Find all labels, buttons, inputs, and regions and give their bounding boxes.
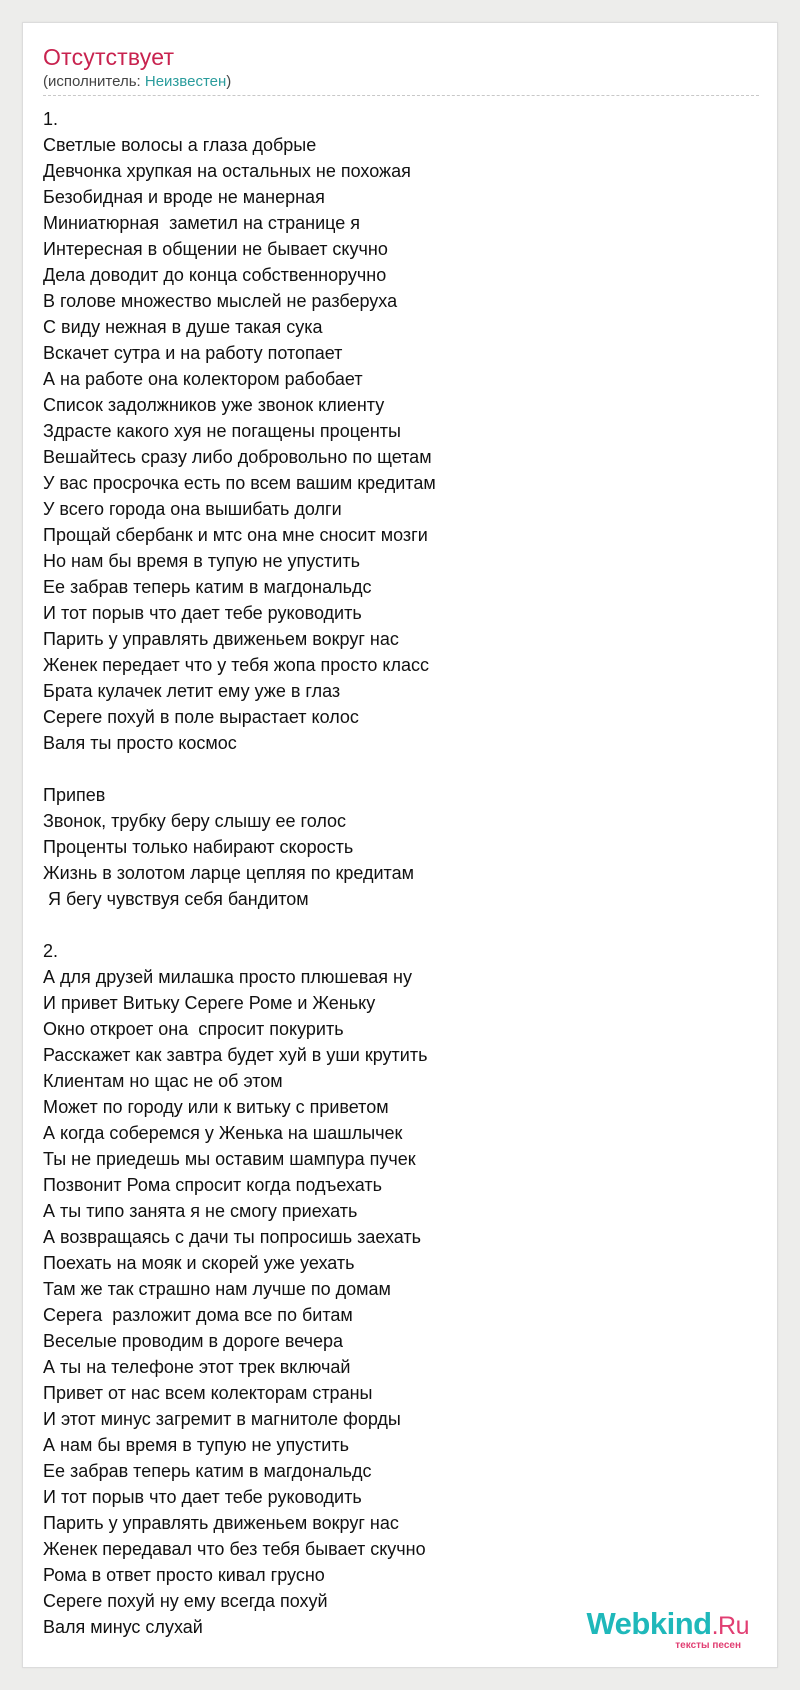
lyric-line: Жизнь в золотом ларце цепляя по кредитам: [43, 863, 414, 883]
lyric-line: Вешайтесь сразу либо добровольно по щетам: [43, 447, 432, 467]
lyric-line: Сереге похуй ну ему всегда похуй: [43, 1591, 328, 1611]
lyric-line: Ее забрав теперь катим в магдональдс: [43, 1461, 372, 1481]
lyric-line: А ты на телефоне этот трек включай: [43, 1357, 351, 1377]
lyric-line: Сереге похуй в поле вырастает колос: [43, 707, 359, 727]
lyric-line: Девчонка хрупкая на остальных не похожая: [43, 161, 411, 181]
lyric-line: Ее забрав теперь катим в магдональдс: [43, 577, 372, 597]
lyric-line: И тот порыв что дает тебе руководить: [43, 603, 362, 623]
artist-link[interactable]: Неизвестен: [144, 73, 227, 90]
artist-suffix: ): [226, 73, 232, 90]
artist-prefix: (исполнитель:: [43, 73, 145, 90]
lyric-line: Парить у управлять движеньем вокруг нас: [43, 1513, 399, 1533]
lyric-line: Вскачет сутра и на работу потопает: [43, 343, 343, 363]
logo-main-text: Webkind: [586, 1606, 712, 1641]
lyrics-body: [43, 106, 743, 1640]
lyric-line: Позвонит Рома спросит когда подъехать: [43, 1175, 383, 1195]
logo-tagline: тексты песен: [675, 1640, 741, 1651]
lyric-line: Дела доводит до конца собственноручно: [43, 265, 387, 285]
lyric-line: Валя ты просто космос: [43, 733, 237, 753]
lyric-line: А нам бы время в тупую не упустить: [43, 1435, 349, 1455]
lyric-line: Светлые волосы а глаза добрые: [43, 135, 317, 155]
lyric-line: Брата кулачек летит ему уже в глаз: [43, 681, 341, 701]
lyric-line: И тот порыв что дает тебе руководить: [43, 1487, 362, 1507]
lyric-line: Рома в ответ просто кивал грусно: [43, 1565, 325, 1585]
lyric-line: Я бегу чувствуя себя бандитом: [43, 889, 309, 909]
lyric-line: Поехать на мояк и скорей уже уехать: [43, 1253, 355, 1273]
lyric-line: Ты не приедешь мы оставим шампура пучек: [43, 1149, 416, 1169]
lyric-line: Там же так страшно нам лучше по домам: [43, 1279, 391, 1299]
lyric-line: [43, 912, 743, 938]
header-divider: [43, 95, 759, 96]
lyric-line: Веселые проводим в дороге вечера: [43, 1331, 344, 1351]
song-title: Отсутствует: [43, 44, 175, 70]
lyric-line: Женек передает что у тебя жопа просто класс: [43, 655, 429, 675]
lyric-line: А для друзей милашка просто плюшевая ну: [43, 967, 412, 987]
lyric-line: Список задолжников уже звонок клиенту: [43, 395, 385, 415]
lyric-line: А когда соберемся у Женька на шашлычек: [43, 1123, 403, 1143]
lyric-line: 1.: [43, 109, 59, 129]
lyric-line: Прощай сбербанк и мтс она мне сносит мозги: [43, 525, 428, 545]
lyric-line: В голове множество мыслей не разберуха: [43, 291, 398, 311]
lyric-line: Здрасте какого хуя не погащены проценты: [43, 421, 401, 441]
lyric-line: Но нам бы время в тупую не упустить: [43, 551, 360, 571]
lyric-line: И этот минус загремит в магнитоле форды: [43, 1409, 401, 1429]
lyric-line: Может по городу или к витьку с приветом: [43, 1097, 389, 1117]
lyric-line: Парить у управлять движеньем вокруг нас: [43, 629, 399, 649]
lyric-line: Проценты только набирают скорость: [43, 837, 354, 857]
lyric-line: У вас просрочка есть по всем вашим кредитам: [43, 473, 436, 493]
lyric-line: Окно откроет она спросит покурить: [43, 1019, 344, 1039]
lyric-line: Припев: [43, 785, 106, 805]
lyric-line: Безобидная и вроде не манерная: [43, 187, 325, 207]
lyric-line: А на работе она колектором рабобает: [43, 369, 363, 389]
lyric-line: А ты типо занята я не смогу приехать: [43, 1201, 358, 1221]
lyric-line: А возвращаясь с дачи ты попросишь заехать: [43, 1227, 422, 1247]
lyric-line: Привет от нас всем колекторам страны: [43, 1383, 373, 1403]
lyric-line: У всего города она вышибать долги: [43, 499, 342, 519]
lyric-line: [43, 756, 743, 782]
lyric-line: 2.: [43, 941, 59, 961]
logo-wordmark: [586, 1607, 749, 1643]
logo-suffix: .Ru: [711, 1612, 749, 1640]
lyrics-card: [22, 22, 778, 1668]
lyric-line: Женек передавал что без тебя бывает скучно: [43, 1539, 426, 1559]
lyric-line: Серега разложит дома все по битам: [43, 1305, 353, 1325]
artist-line: [43, 73, 231, 91]
lyric-line: Валя минус слухай: [43, 1617, 203, 1637]
lyric-line: И привет Витьку Сереге Роме и Женьку: [43, 993, 376, 1013]
lyric-line: Расскажет как завтра будет хуй в уши крутить: [43, 1045, 428, 1065]
lyric-line: С виду нежная в душе такая сука: [43, 317, 323, 337]
lyric-line: Интересная в общении не бывает скучно: [43, 239, 388, 259]
site-logo[interactable]: [559, 1607, 749, 1653]
lyric-line: Звонок, трубку беру слышу ее голос: [43, 811, 347, 831]
lyric-line: Клиентам но щас не об этом: [43, 1071, 283, 1091]
lyric-line: Миниатюрная заметил на странице я: [43, 213, 361, 233]
